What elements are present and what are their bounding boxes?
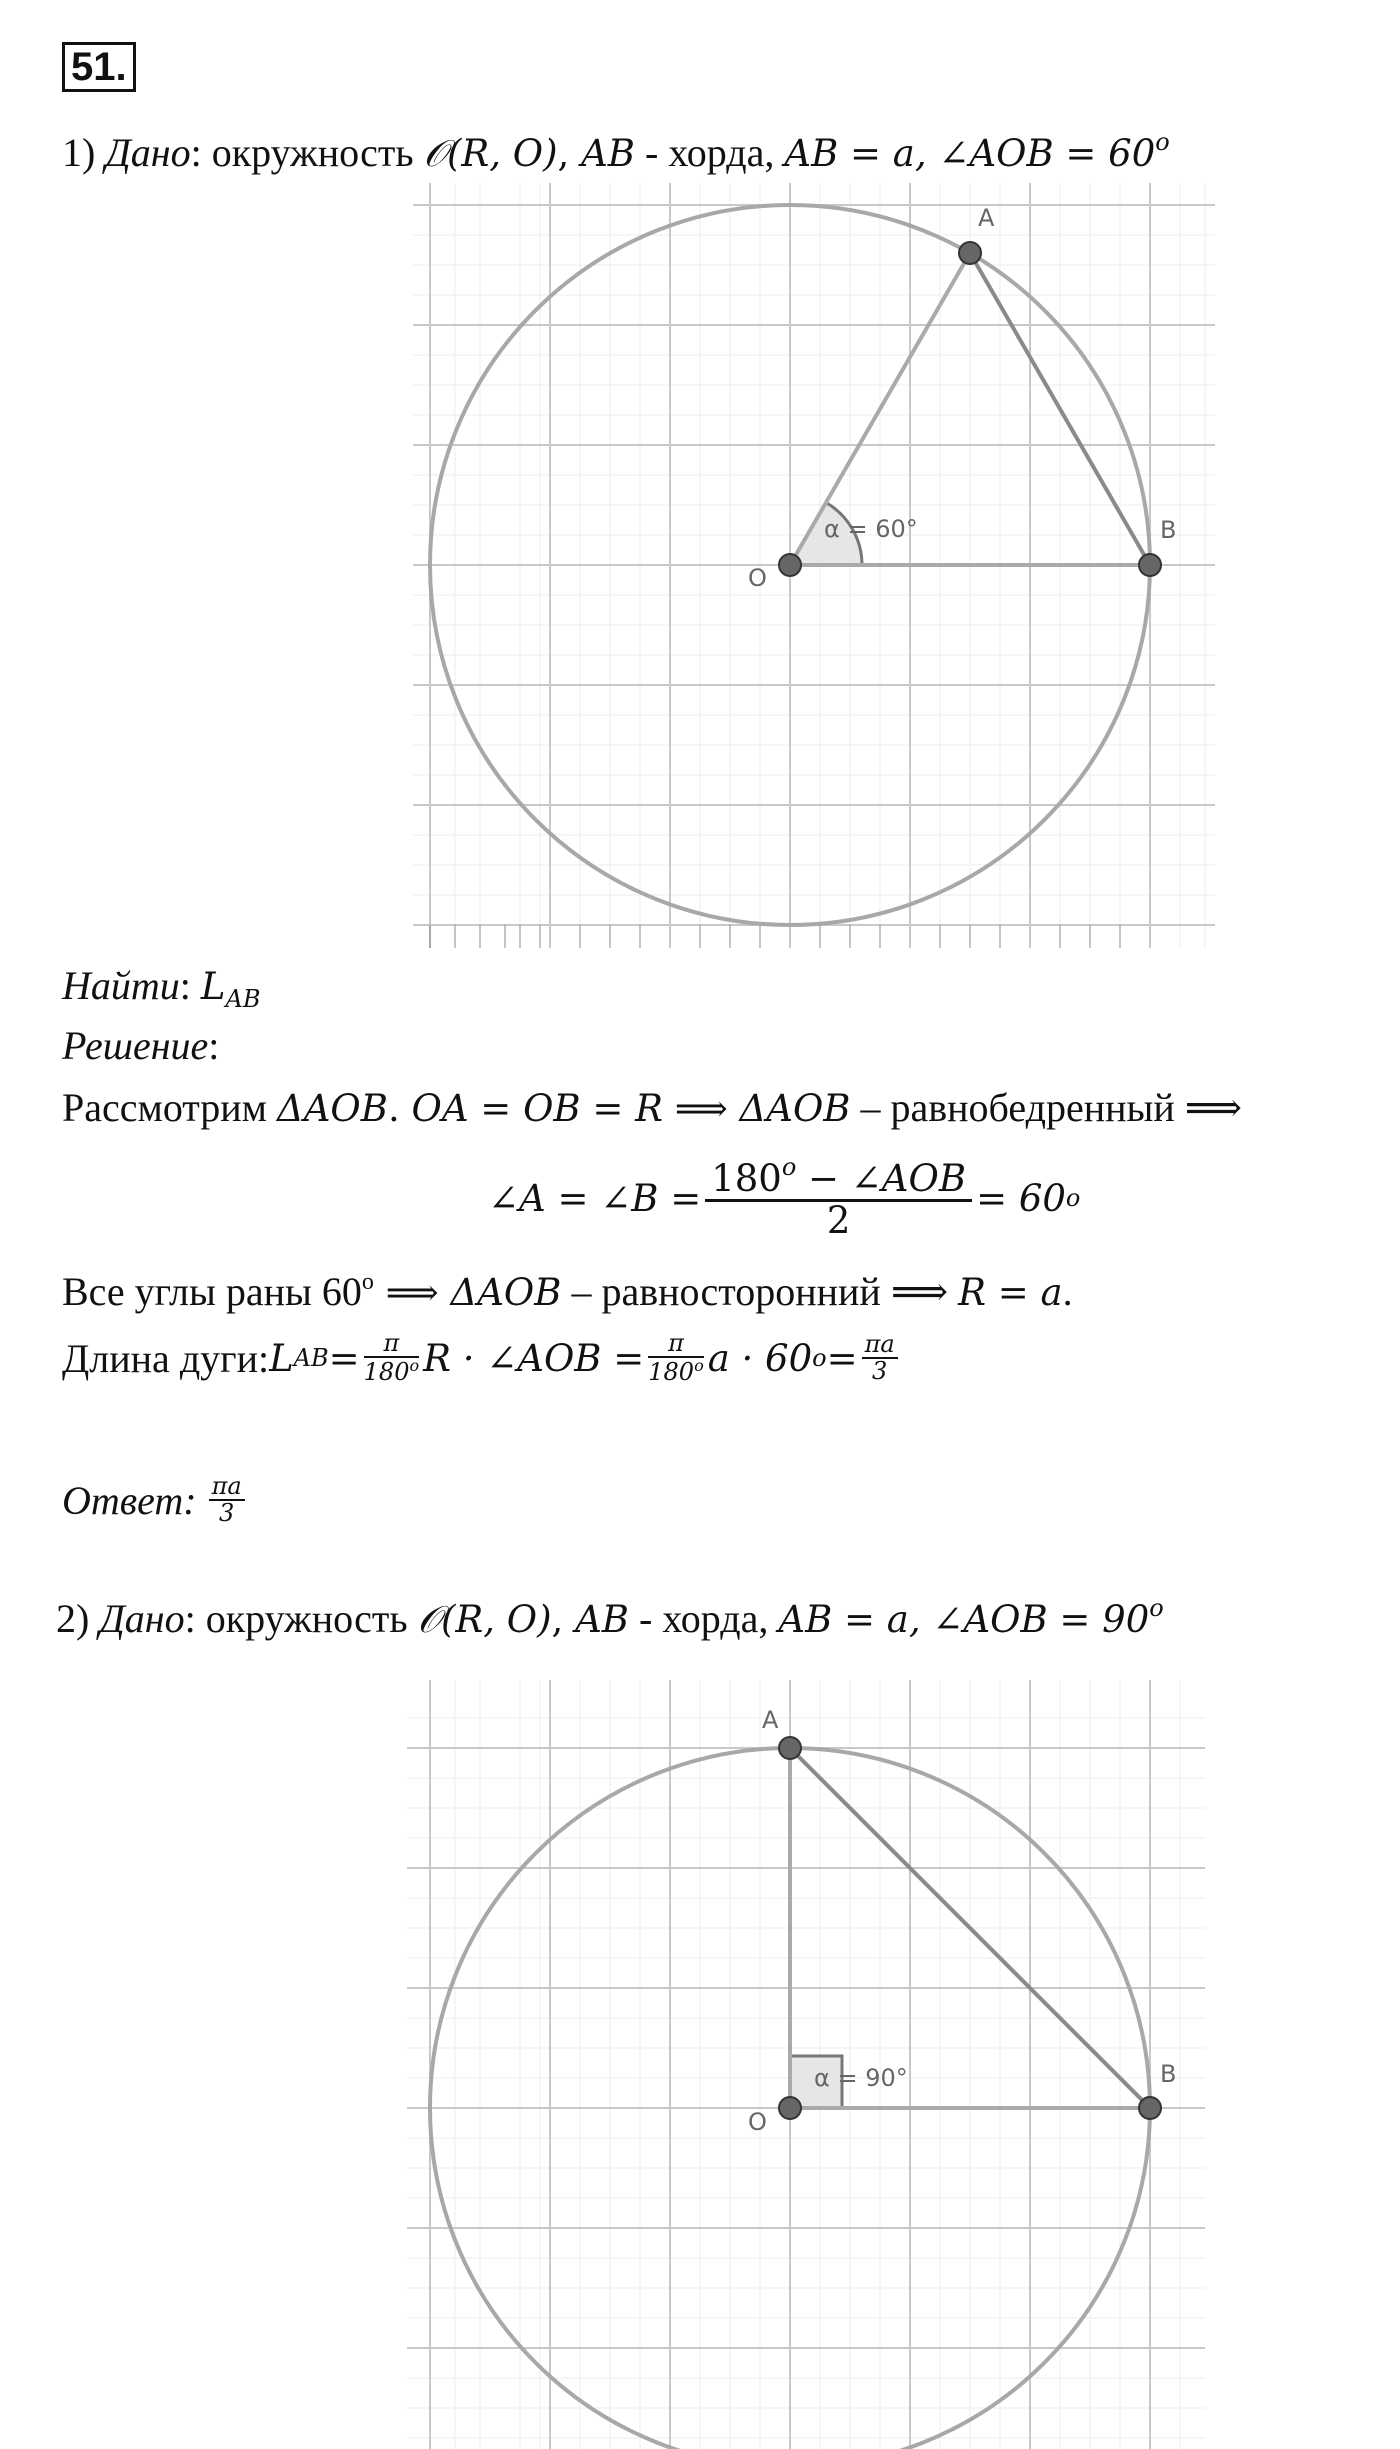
- eq-right: = 60: [976, 1176, 1066, 1220]
- label-b-1: B: [1160, 516, 1177, 544]
- part1-chord-word: - хорда,: [635, 130, 785, 175]
- part2-chord-word: - хорда,: [629, 1596, 779, 1641]
- part1-solution: [62, 1022, 219, 1070]
- angle-label-1: α = 60°: [824, 515, 918, 543]
- arc-frac-2-den: [648, 1358, 703, 1385]
- line3-d: ⟹ ΔAOB: [373, 1271, 562, 1314]
- label-a-1: A: [978, 204, 995, 232]
- arc-frac-1: [363, 1328, 420, 1386]
- part2-condition: AB = a, ∠AOB = 90: [778, 1598, 1150, 1641]
- part1-given: [62, 118, 1170, 178]
- part1-given-label: Дано: [105, 130, 191, 175]
- part1-condition: AB = a, ∠AOB = 60: [784, 132, 1156, 175]
- part1-chord-ab: AB: [581, 132, 635, 175]
- arc-frac-2-num: π: [648, 1331, 703, 1358]
- point-o-1: [779, 554, 801, 576]
- arc-mid-2-sup: o: [812, 1344, 827, 1372]
- arc-l: L: [269, 1336, 294, 1380]
- part1-given-text: : окружность: [190, 130, 424, 175]
- figure-2: [404, 1680, 1214, 2449]
- arc-result-den: 3: [872, 1357, 888, 1385]
- arc-eq: =: [328, 1336, 360, 1380]
- arc-mid-2: a · 60: [707, 1336, 813, 1380]
- label-a-2: A: [762, 1706, 779, 1734]
- line1-d: OA = OB = R ⟹ ΔAOB: [411, 1087, 851, 1130]
- line3-f: R = a: [958, 1271, 1063, 1314]
- find-label: Найти: [62, 963, 180, 1008]
- arc-mid-1: R · ∠AOB =: [423, 1336, 645, 1380]
- part2-degree: o: [1149, 1594, 1164, 1622]
- arc-result-num: πa: [862, 1332, 898, 1359]
- label-o-1: O: [748, 564, 767, 592]
- angle-label-2: α = 90°: [814, 2064, 908, 2092]
- eq-num-sup: o: [781, 1153, 797, 1182]
- eq-fraction: [705, 1155, 972, 1241]
- eq-left: ∠A = ∠B =: [488, 1176, 702, 1220]
- part1-answer: [62, 1460, 249, 1540]
- arc-sub: AB: [293, 1344, 329, 1372]
- arc-frac-2-o: o: [694, 1356, 704, 1375]
- solution-line-3: [62, 1258, 1073, 1317]
- figure-1: [410, 178, 1220, 954]
- arc-frac-2-180: 180: [648, 1358, 695, 1386]
- line3-b: 60: [321, 1269, 362, 1314]
- label-b-2: B: [1160, 2060, 1177, 2088]
- answer-frac: [209, 1471, 245, 1527]
- part1-find: [62, 962, 260, 1023]
- answer-den: 3: [218, 1499, 235, 1527]
- label-o-2: O: [748, 2108, 767, 2136]
- solution-colon: :: [208, 1023, 220, 1068]
- part2-chord-sep: ,: [551, 1598, 576, 1641]
- part2-chord-ab: AB: [575, 1598, 629, 1641]
- eq-right-sup: o: [1065, 1184, 1081, 1212]
- answer-num: πa: [209, 1474, 245, 1501]
- point-a-2: [779, 1737, 801, 1759]
- arc-label: Длина дуги:: [62, 1335, 270, 1381]
- line3-e: – равносторонний ⟹: [561, 1269, 959, 1314]
- part2-number: 2): [56, 1596, 90, 1641]
- line1-c: .: [387, 1087, 412, 1130]
- part2-given-text: : окружность: [184, 1596, 418, 1641]
- line3-c: o: [361, 1269, 374, 1295]
- arc-result-frac: [862, 1329, 898, 1385]
- find-l: L: [200, 965, 226, 1008]
- arc-frac-1-den: [364, 1358, 419, 1385]
- solution-label: Решение: [62, 1023, 209, 1068]
- problem-number: 51.: [62, 42, 136, 92]
- arc-mid-3: =: [826, 1336, 858, 1380]
- eq-num-180: 180: [711, 1157, 782, 1201]
- eq-denominator: 2: [826, 1199, 851, 1242]
- part1-circle: 𝒪(R, O): [423, 132, 558, 175]
- find-colon: :: [179, 963, 201, 1008]
- arc-frac-1-180: 180: [363, 1358, 410, 1386]
- solution-line-1: [62, 1084, 1242, 1133]
- arc-frac-2: [648, 1328, 704, 1386]
- find-sub: AB: [225, 985, 261, 1013]
- line3-g: .: [1062, 1269, 1073, 1314]
- point-b-2: [1139, 2097, 1161, 2119]
- answer-label: Ответ:: [62, 1477, 197, 1523]
- part1-degree: o: [1155, 128, 1170, 156]
- line3-a: Все углы раны: [62, 1269, 322, 1314]
- part2-given-label: Дано: [99, 1596, 185, 1641]
- arc-length-line: [62, 1318, 902, 1398]
- eq-numerator: [705, 1155, 972, 1202]
- part1-number: 1): [62, 130, 96, 175]
- line1-a: Рассмотрим: [62, 1085, 277, 1130]
- arc-frac-1-o: o: [409, 1356, 420, 1375]
- eq-num-rest: − ∠AOB: [796, 1157, 967, 1201]
- arc-frac-1-num: π: [364, 1331, 419, 1358]
- point-a-1: [959, 242, 981, 264]
- point-o-2: [779, 2097, 801, 2119]
- point-b-1: [1139, 554, 1161, 576]
- equation-angles: [488, 1138, 1080, 1258]
- part1-chord-sep: ,: [557, 132, 582, 175]
- line1-e: – равнобедренный ⟹: [850, 1085, 1243, 1130]
- part2-circle: 𝒪(R, O): [417, 1598, 552, 1641]
- part2-given: [56, 1584, 1164, 1644]
- line1-b: ΔAOB: [276, 1087, 388, 1130]
